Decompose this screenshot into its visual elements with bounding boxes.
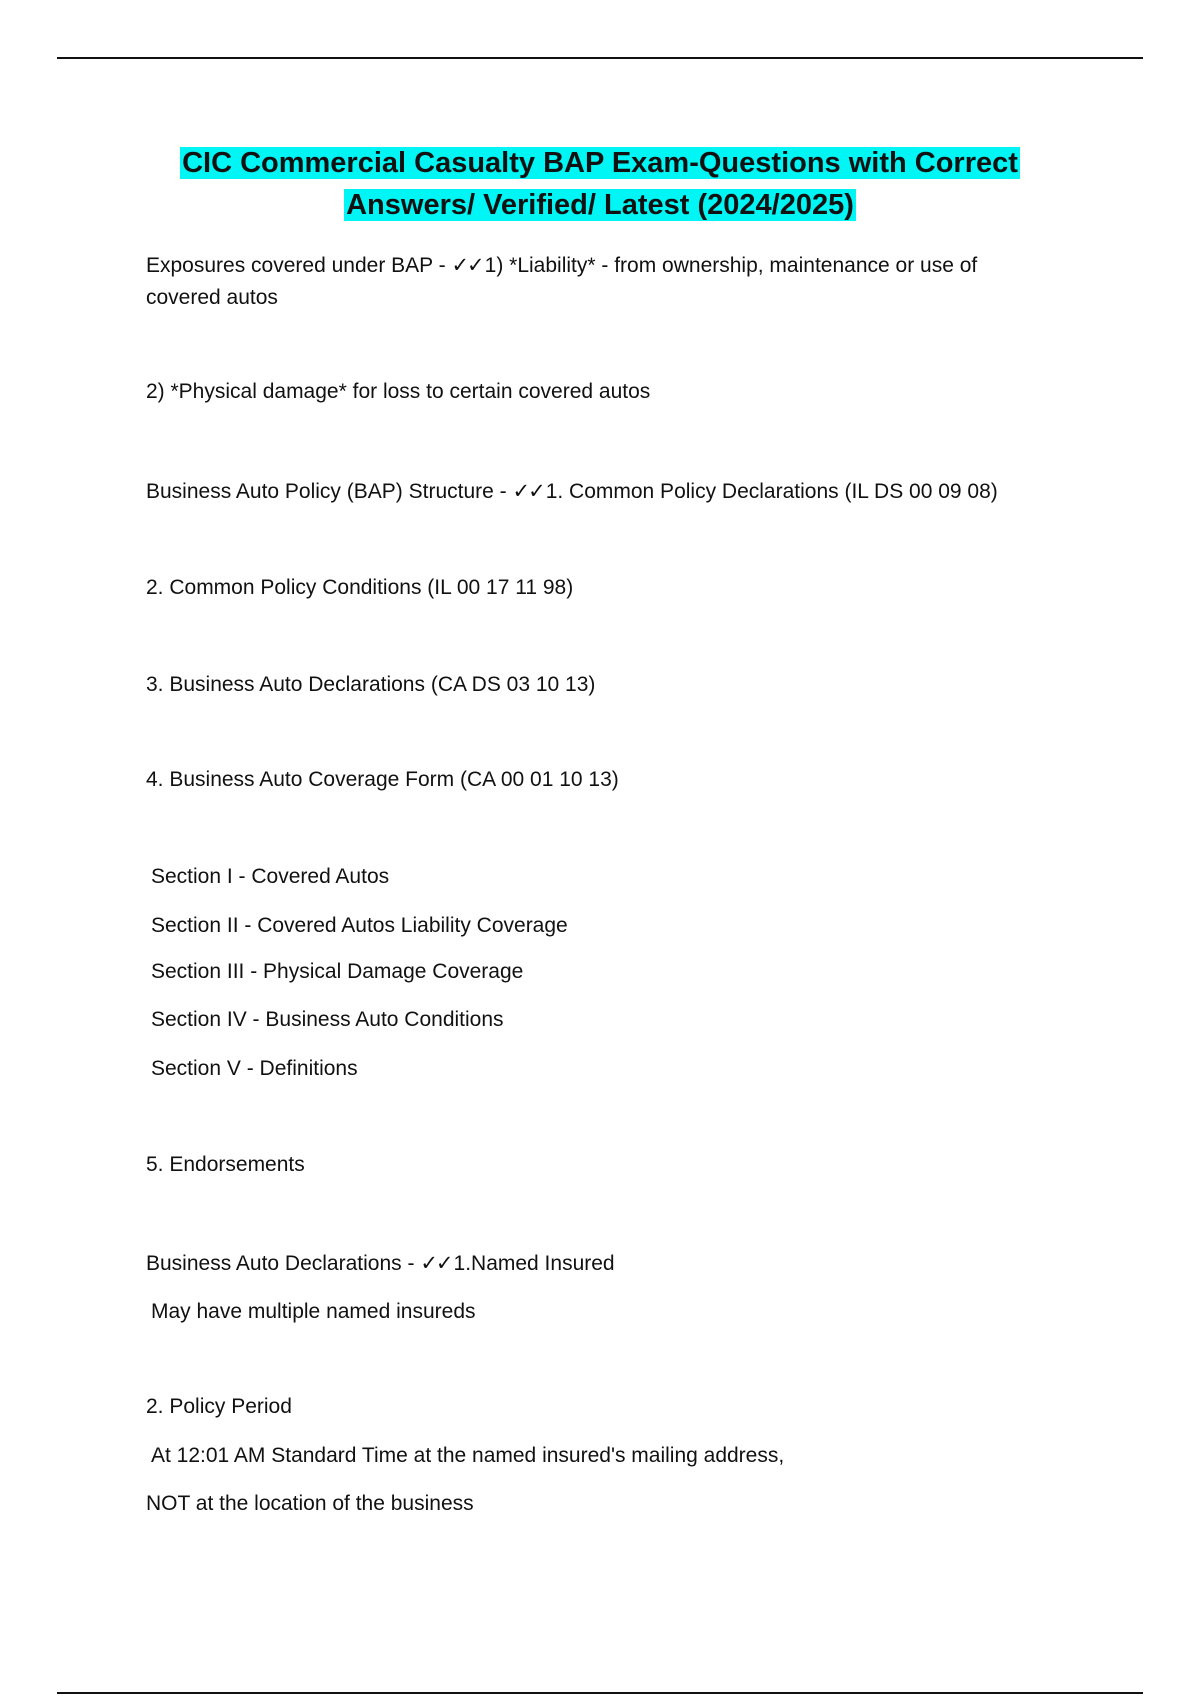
question-term: Exposures covered under BAP -	[146, 254, 452, 277]
check-mark-icon: ✓✓	[512, 479, 544, 503]
answer-line: NOT at the location of the business	[146, 1492, 474, 1515]
answer-line: 4. Business Auto Coverage Form (CA 00 01 10 13)	[146, 768, 619, 791]
answer-line: 5. Endorsements	[146, 1153, 305, 1176]
answer-text: 1.Named Insured	[453, 1252, 615, 1275]
qa-item	[146, 1247, 615, 1280]
top-rule	[57, 57, 1143, 59]
question-term: Business Auto Declarations -	[146, 1252, 421, 1275]
answer-line: At 12:01 AM Standard Time at the named insured's mailing address,	[151, 1444, 785, 1467]
section-line: Section I - Covered Autos	[151, 865, 390, 888]
answer-line: May have multiple named insureds	[151, 1300, 476, 1323]
check-mark-icon: ✓✓	[420, 1251, 452, 1275]
answer-text: 1. Common Policy Declarations (IL DS 00 09 08)	[545, 480, 998, 503]
answer-line: 3. Business Auto Declarations (CA DS 03 10 13)	[146, 673, 596, 696]
section-line: Section V - Definitions	[151, 1057, 358, 1080]
qa-item	[146, 475, 998, 508]
title-line-1: CIC Commercial Casualty BAP Exam-Questions with Correct	[182, 147, 1018, 179]
answer-line: 2. Policy Period	[146, 1395, 292, 1418]
document-title	[0, 142, 1200, 226]
qa-item	[146, 249, 1046, 314]
section-line: Section II - Covered Autos Liability Coverage	[151, 914, 568, 937]
answer-line: 2) *Physical damage* for loss to certain covered autos	[146, 380, 651, 403]
question-term: Business Auto Policy (BAP) Structure -	[146, 480, 513, 503]
title-line-2: Answers/ Verified/ Latest (2024/2025)	[346, 189, 854, 221]
section-line: Section IV - Business Auto Conditions	[151, 1008, 504, 1031]
answer-text: 1) *Liability* - from ownership, maintenance or use of covered autos	[146, 254, 978, 309]
bottom-rule	[57, 1692, 1143, 1694]
check-mark-icon: ✓✓	[451, 253, 483, 277]
section-line: Section III - Physical Damage Coverage	[151, 960, 524, 983]
answer-line: 2. Common Policy Conditions (IL 00 17 11 98)	[146, 576, 574, 599]
